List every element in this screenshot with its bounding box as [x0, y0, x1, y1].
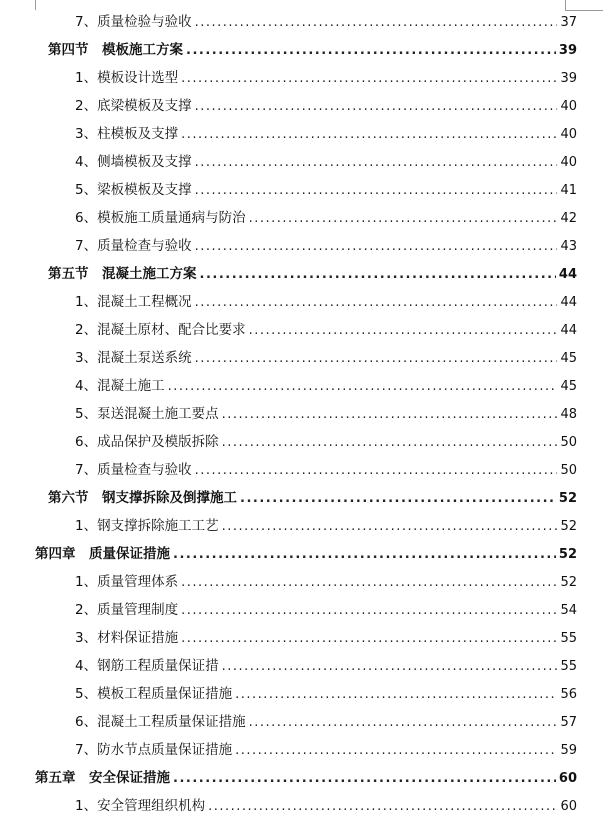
toc-entry-title: 7、防水节点质量保证措施 — [75, 742, 233, 758]
toc-entry-title: 1、安全管理组织机构 — [75, 798, 206, 814]
toc-entry-item[interactable] — [0, 375, 603, 397]
toc-entry-item[interactable] — [0, 347, 603, 369]
toc-entry-page-number: 52 — [560, 575, 577, 590]
toc-entry-title: 7、质量检查与验收 — [75, 462, 192, 478]
toc-entry-page-number: 39 — [560, 71, 577, 86]
toc-entry-title: 1、钢支撑拆除施工工艺 — [75, 518, 219, 534]
toc-entry-page-number: 55 — [560, 631, 577, 646]
toc-entry-title: 1、混凝土工程概况 — [75, 294, 192, 310]
dot-leader — [181, 628, 557, 650]
toc-entry-item[interactable] — [0, 795, 603, 817]
dot-leader — [222, 656, 558, 678]
dot-leader — [208, 796, 557, 818]
dot-leader — [235, 684, 557, 706]
dot-leader — [195, 180, 558, 202]
toc-entry-item[interactable] — [0, 655, 603, 677]
toc-entry-item[interactable] — [0, 431, 603, 453]
toc-entry-page-number: 40 — [560, 99, 577, 114]
toc-entry-title: 第五节 混凝土施工方案 — [48, 266, 197, 282]
toc-entry-page-number: 54 — [560, 603, 577, 618]
dot-leader — [249, 712, 558, 734]
toc-entry-title: 第五章 安全保证措施 — [35, 770, 170, 786]
toc-entry-page-number: 56 — [560, 687, 577, 702]
toc-entry-title: 1、模板设计选型 — [75, 70, 179, 86]
toc-entry-title: 2、混凝土原材、配合比要求 — [75, 322, 246, 338]
toc-entry-page-number: 37 — [560, 15, 577, 30]
toc-entry-item[interactable] — [0, 179, 603, 201]
toc-entry-page-number: 50 — [560, 435, 577, 450]
toc-entry-item[interactable] — [0, 515, 603, 537]
toc-entry-title: 4、混凝土施工 — [75, 378, 165, 394]
toc-entry-title: 3、材料保证措施 — [75, 630, 179, 646]
dot-leader — [168, 376, 558, 398]
dot-leader — [186, 40, 556, 62]
dot-leader — [195, 236, 558, 258]
toc-entry-page-number: 45 — [560, 351, 577, 366]
toc-entry-page-number: 40 — [560, 155, 577, 170]
toc-entry-title: 3、柱模板及支撑 — [75, 126, 179, 142]
toc-entry-page-number: 48 — [560, 407, 577, 422]
toc-entry-item[interactable] — [0, 739, 603, 761]
toc-entry-title: 6、混凝土工程质量保证措施 — [75, 714, 246, 730]
toc-entry-page-number: 60 — [558, 771, 577, 786]
toc-entry-title: 第六节 钢支撑拆除及倒撑施工 — [48, 490, 237, 506]
dot-leader — [222, 432, 558, 454]
dot-leader — [249, 320, 558, 342]
toc-entry-page-number: 52 — [558, 491, 577, 506]
toc-entry-item[interactable] — [0, 683, 603, 705]
dot-leader — [195, 96, 558, 118]
dot-leader — [195, 12, 558, 34]
dot-leader — [181, 124, 557, 146]
toc-entry-title: 第四章 质量保证措施 — [35, 546, 170, 562]
toc-entry-page-number: 57 — [560, 715, 577, 730]
toc-entry-page-number: 59 — [560, 743, 577, 758]
toc-entry-section[interactable] — [0, 39, 603, 61]
toc-entry-title: 1、质量管理体系 — [75, 574, 179, 590]
toc-entry-title: 3、混凝土泵送系统 — [75, 350, 192, 366]
toc-entry-page-number: 50 — [560, 463, 577, 478]
dot-leader — [240, 488, 556, 510]
toc-entry-page-number: 44 — [558, 267, 577, 282]
toc-entry-item[interactable] — [0, 459, 603, 481]
toc-entry-item[interactable] — [0, 711, 603, 733]
toc-entry-title: 5、模板工程质量保证措施 — [75, 686, 233, 702]
dot-leader — [173, 544, 556, 566]
toc-entry-item[interactable] — [0, 95, 603, 117]
toc-entry-item[interactable] — [0, 291, 603, 313]
toc-entry-page-number: 43 — [560, 239, 577, 254]
toc-entry-page-number: 52 — [558, 547, 577, 562]
toc-entry-item[interactable] — [0, 319, 603, 341]
toc-entry-page-number: 55 — [560, 659, 577, 674]
toc-entry-title: 2、质量管理制度 — [75, 602, 179, 618]
toc-entry-item[interactable] — [0, 571, 603, 593]
toc-entry-item[interactable] — [0, 599, 603, 621]
toc-entry-title: 5、梁板模板及支撑 — [75, 182, 192, 198]
toc-entry-title: 2、底梁模板及支撑 — [75, 98, 192, 114]
toc-entry-page-number: 42 — [560, 211, 577, 226]
toc-entry-chapter[interactable] — [0, 543, 603, 565]
dot-leader — [249, 208, 558, 230]
toc-entry-title: 7、质量检验与验收 — [75, 14, 192, 30]
dot-leader — [200, 264, 556, 286]
toc-entry-page-number: 44 — [560, 323, 577, 338]
toc-entry-item[interactable] — [0, 151, 603, 173]
toc-entry-item[interactable] — [0, 403, 603, 425]
dot-leader — [195, 460, 558, 482]
dot-leader — [222, 516, 558, 538]
toc-entry-title: 6、模板施工质量通病与防治 — [75, 210, 246, 226]
dot-leader — [181, 600, 557, 622]
dot-leader — [222, 404, 558, 426]
toc-entry-page-number: 41 — [560, 183, 577, 198]
toc-entry-item[interactable] — [0, 67, 603, 89]
toc-entry-item[interactable] — [0, 11, 603, 33]
dot-leader — [235, 740, 557, 762]
dot-leader — [181, 572, 557, 594]
toc-entry-item[interactable] — [0, 235, 603, 257]
toc-entry-item[interactable] — [0, 207, 603, 229]
toc-entry-item[interactable] — [0, 123, 603, 145]
dot-leader — [195, 348, 558, 370]
toc-entry-title: 4、侧墙模板及支撑 — [75, 154, 192, 170]
toc-entry-title: 6、成品保护及模版拆除 — [75, 434, 219, 450]
dot-leader — [181, 68, 557, 90]
toc-entry-page-number: 39 — [558, 43, 577, 58]
toc-entry-chapter[interactable] — [0, 767, 603, 789]
dot-leader — [195, 292, 558, 314]
toc-entry-item[interactable] — [0, 627, 603, 649]
toc-entry-section[interactable] — [0, 263, 603, 285]
toc-entry-title: 第四节 模板施工方案 — [48, 42, 183, 58]
toc-entry-title: 5、泵送混凝土施工要点 — [75, 406, 219, 422]
toc-entry-page-number: 52 — [560, 519, 577, 534]
toc-entry-title: 7、质量检查与验收 — [75, 238, 192, 254]
toc-entry-page-number: 45 — [560, 379, 577, 394]
toc-entry-page-number: 60 — [560, 799, 577, 814]
toc-entry-page-number: 44 — [560, 295, 577, 310]
toc-entry-section[interactable] — [0, 487, 603, 509]
toc-entry-page-number: 40 — [560, 127, 577, 142]
dot-leader — [195, 152, 558, 174]
dot-leader — [173, 768, 556, 790]
toc-entry-title: 4、钢筋工程质量保证措 — [75, 658, 219, 674]
